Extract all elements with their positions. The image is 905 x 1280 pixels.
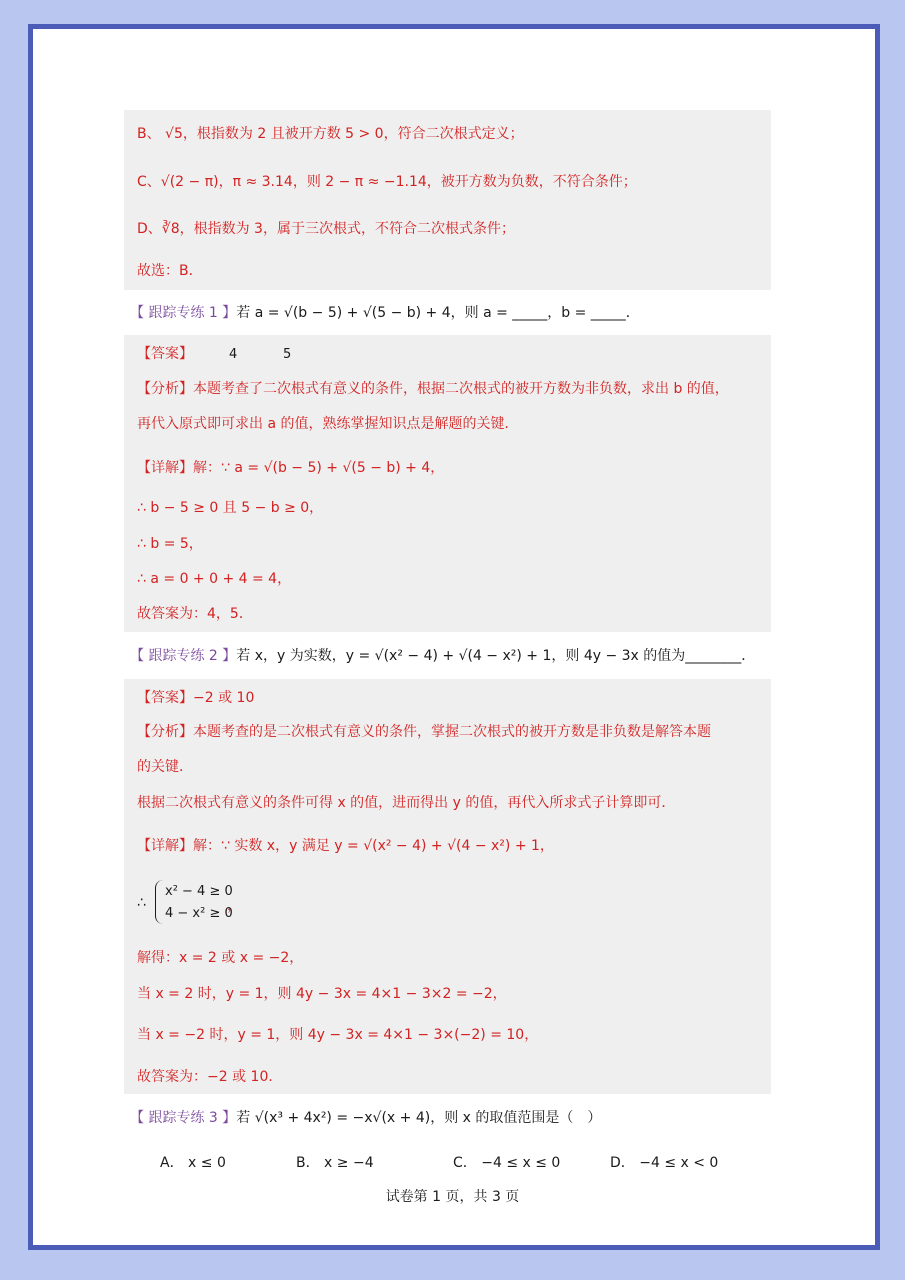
detail-line: ∴ b = 5， xyxy=(137,536,203,552)
answer-tag: 【答案】 xyxy=(137,346,193,362)
practice-3-question-line xyxy=(130,1108,601,1128)
option-a[interactable]: A． x ≤ 0 xyxy=(160,1155,226,1171)
practice-tag: 【 跟踪专练 2 】 xyxy=(130,648,237,664)
solution-line-b: B、 √5，根指数为 2 且被开方数 5 > 0，符合二次根式定义； xyxy=(137,126,524,142)
practice-1-question-line xyxy=(130,303,640,323)
conclusion-line: 故答案为：−2 或 10． xyxy=(137,1069,283,1085)
case-line: 当 x = 2 时，y = 1，则 4y − 3x = 4×1 − 3×2 = −2， xyxy=(137,986,507,1002)
system-comma: ， xyxy=(227,898,241,914)
page-footer: 试卷第 1 页，共 3 页 xyxy=(385,1189,520,1205)
option-b[interactable]: B． x ≥ −4 xyxy=(296,1155,374,1171)
solution-line-d: D、∛8，根指数为 3，属于三次根式，不符合二次根式条件； xyxy=(137,221,515,237)
analysis-line: 再代入原式即可求出 a 的值，熟练掌握知识点是解题的关键． xyxy=(137,416,519,432)
detail-line: ∴ a = 0 + 0 + 4 = 4， xyxy=(137,571,292,587)
inequality-2: 4 − x² ≥ 0 xyxy=(165,906,233,921)
detail-line: 【详解】解：∵ 实数 x，y 满足 y = √(x² − 4) + √(4 − x²) + 1， xyxy=(137,838,554,854)
answer-value-a: 4 xyxy=(229,347,238,362)
answer-line: 【答案】−2 或 10 xyxy=(137,690,255,706)
question-text: 若 a = √(b − 5) + √(5 − b) + 4，则 a = _____，b = _____． xyxy=(236,305,640,321)
answer-value-b: 5 xyxy=(283,347,292,362)
solution-choice: 故选：B． xyxy=(137,263,203,279)
system-brace xyxy=(155,880,164,924)
analysis-line: 【分析】本题考查了二次根式有意义的条件，根据二次根式的被开方数为非负数，求出 b 的值， xyxy=(137,381,729,397)
solution-line-c: C、√(2 − π)，π ≈ 3.14，则 2 − π ≈ −1.14，被开方数为负数，不符合条件； xyxy=(137,174,637,190)
option-c[interactable]: C． −4 ≤ x ≤ 0 xyxy=(453,1155,561,1171)
conclusion-line: 故答案为：4，5． xyxy=(137,606,253,622)
practice-2-question-line xyxy=(130,646,755,666)
case-line: 当 x = −2 时，y = 1，则 4y − 3x = 4×1 − 3×(−2) = 10， xyxy=(137,1027,539,1043)
inequality-1: x² − 4 ≥ 0 xyxy=(165,884,233,899)
analysis-line: 根据二次根式有意义的条件可得 x 的值，进而得出 y 的值，再代入所求式子计算即可． xyxy=(137,795,676,811)
practice-tag: 【 跟踪专练 3 】 xyxy=(130,1110,237,1126)
analysis-line: 的关键． xyxy=(137,759,193,775)
question-text: 若 √(x³ + 4x²) = −x√(x + 4)，则 x 的取值范围是（ ） xyxy=(236,1110,602,1126)
detail-line: 【详解】解：∵ a = √(b − 5) + √(5 − b) + 4， xyxy=(137,460,445,476)
question-text: 若 x，y 为实数，y = √(x² − 4) + √(4 − x²) + 1，则 4y − 3x 的值为________． xyxy=(236,648,756,664)
solve-line: 解得：x = 2 或 x = −2， xyxy=(137,950,304,966)
analysis-line: 【分析】本题考查的是二次根式有意义的条件，掌握二次根式的被开方数是非负数是解答本题 xyxy=(137,724,711,740)
therefore-symbol: ∴ xyxy=(137,895,146,911)
practice-tag: 【 跟踪专练 1 】 xyxy=(130,305,237,321)
option-d[interactable]: D． −4 ≤ x < 0 xyxy=(610,1155,719,1171)
detail-line: ∴ b − 5 ≥ 0 且 5 − b ≥ 0， xyxy=(137,500,324,516)
